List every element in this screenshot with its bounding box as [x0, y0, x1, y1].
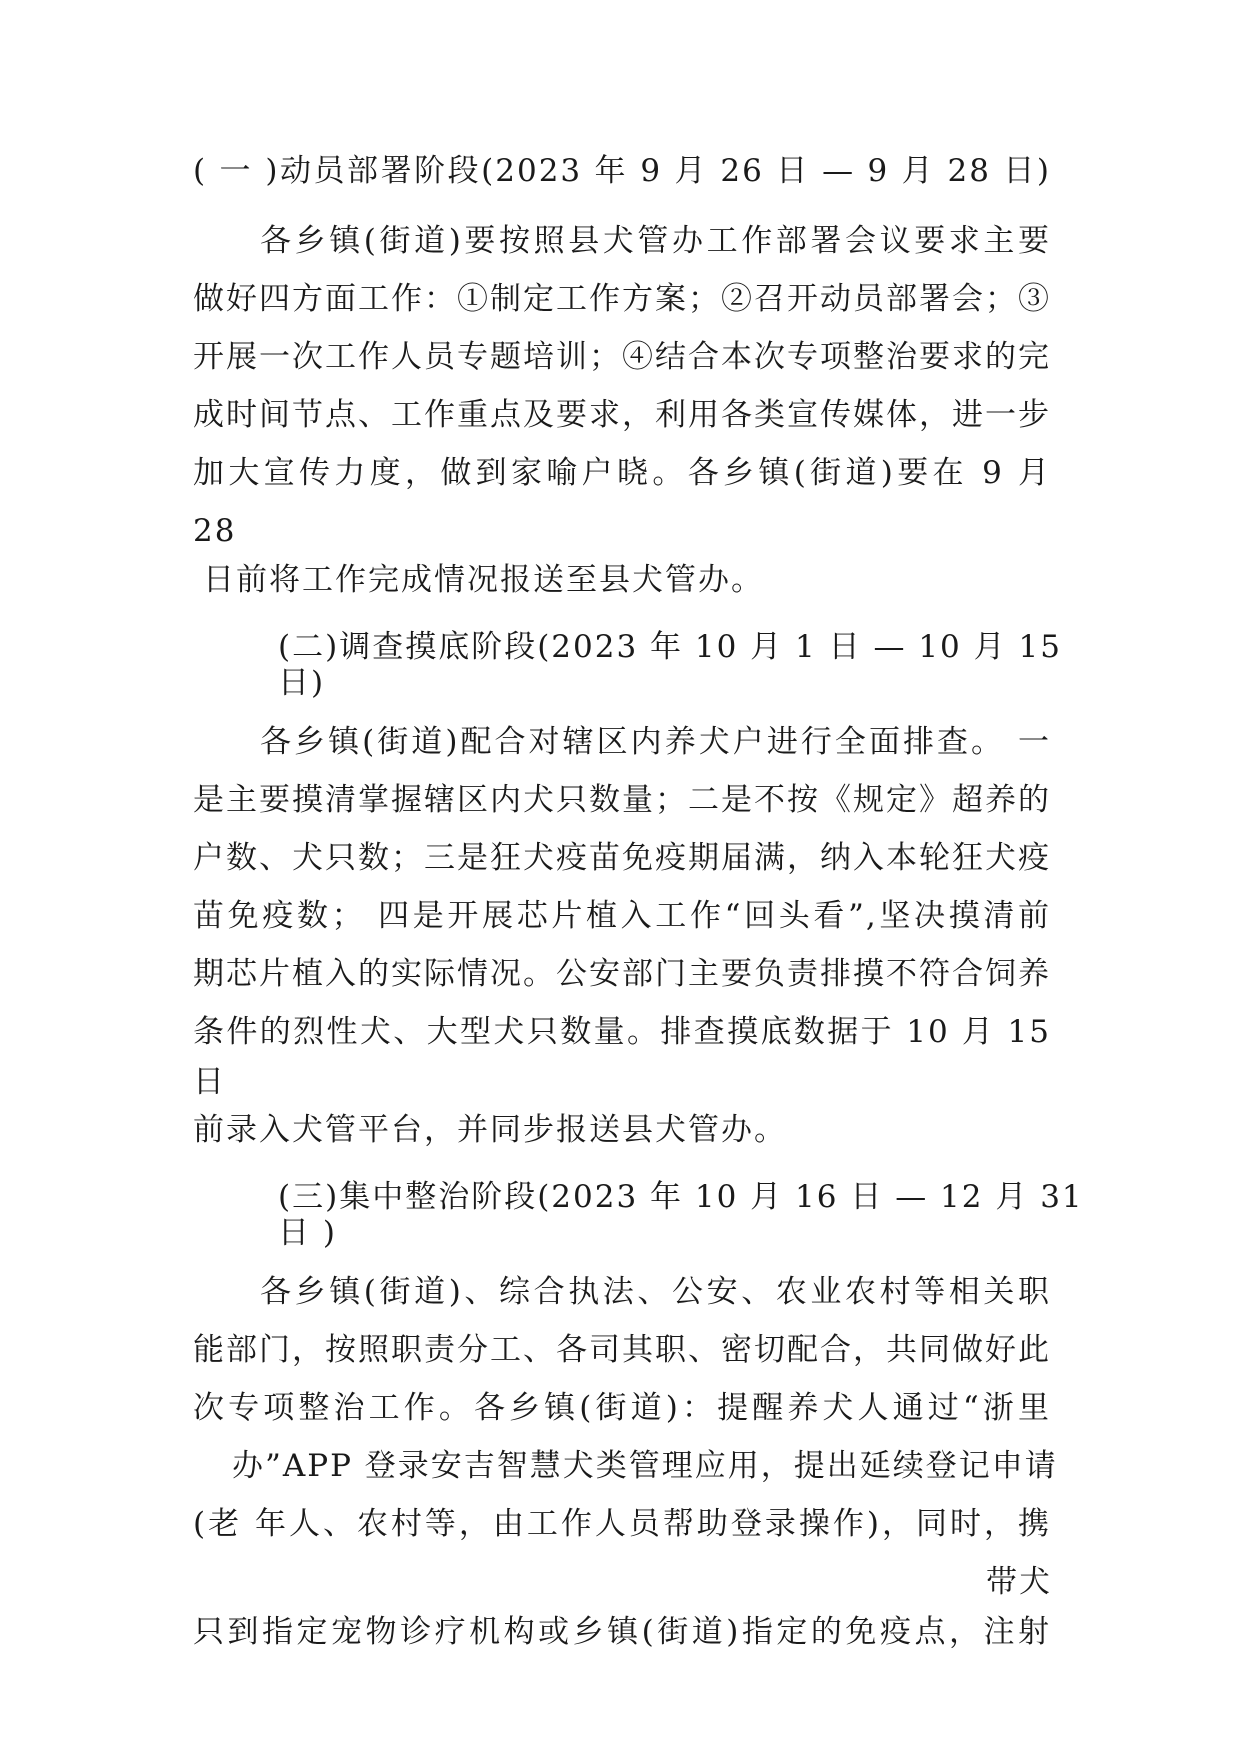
paragraph-line: 是主要摸清掌握辖区内犬只数量；二是不按《规定》超养的 [193, 782, 1051, 818]
section-heading-2: (二)调查摸底阶段(2023 年 10 月 1 日 — 10 月 15 [278, 629, 1062, 665]
paragraph-line: 办”APP 登录安吉智慧犬类管理应用，提出延续登记申请 [232, 1448, 1058, 1484]
paragraph-line: (老 年人、农村等，由工作人员帮助登录操作)，同时，携 [193, 1506, 1051, 1542]
paragraph-line: 各乡镇(街道)要按照县犬管办工作部署会议要求主要 [260, 223, 1051, 259]
section-heading-3: (三)集中整治阶段(2023 年 10 月 16 日 — 12 月 31 [278, 1179, 1084, 1215]
paragraph-line: 各乡镇(街道)配合对辖区内养犬户进行全面排查。 一 [260, 724, 1051, 760]
paragraph-line: 能部门，按照职责分工、各司其职、密切配合，共同做好此 [193, 1332, 1051, 1368]
paragraph-line: 期芯片植入的实际情况。公安部门主要负责排摸不符合饲养 [193, 956, 1051, 992]
paragraph-line: 日 [193, 1064, 226, 1100]
paragraph-line: 次专项整治工作。各乡镇(街道)：提醒养犬人通过“浙里 [193, 1390, 1051, 1426]
paragraph-line: 日前将工作完成情况报送至县犬管办。 [203, 562, 764, 598]
paragraph-line: 条件的烈性犬、大型犬只数量。排查摸底数据于 10 月 15 [193, 1014, 1051, 1050]
section-heading-2-cont: 日) [278, 665, 326, 701]
paragraph-line: 苗免疫数； 四是开展芯片植入工作“回头看”,坚决摸清前 [193, 898, 1051, 934]
paragraph-line: 做好四方面工作：①制定工作方案；②召开动员部署会；③ [193, 281, 1051, 317]
paragraph-line: 只到指定宠物诊疗机构或乡镇(街道)指定的免疫点，注射 [193, 1614, 1051, 1650]
section-heading-3-cont: 日 ) [278, 1215, 337, 1251]
paragraph-line: 开展一次工作人员专题培训；④结合本次专项整治要求的完 [193, 339, 1051, 375]
paragraph-line: 成时间节点、工作重点及要求，利用各类宣传媒体，进一步 [193, 397, 1051, 433]
section-heading-1: ( 一 )动员部署阶段(2023 年 9 月 26 日 — 9 月 28 日) [193, 153, 1051, 189]
paragraph-line: 各乡镇(街道)、综合执法、公安、农业农村等相关职 [260, 1274, 1051, 1310]
paragraph-line: 带犬 [986, 1564, 1052, 1600]
paragraph-line: 加大宣传力度，做到家喻户晓。各乡镇(街道)要在 9 月 [193, 455, 1051, 491]
paragraph-line: 户数、犬只数；三是狂犬疫苗免疫期届满，纳入本轮狂犬疫 [193, 840, 1051, 876]
paragraph-line: 28 [193, 513, 237, 549]
paragraph-line: 前录入犬管平台，并同步报送县犬管办。 [193, 1112, 787, 1148]
